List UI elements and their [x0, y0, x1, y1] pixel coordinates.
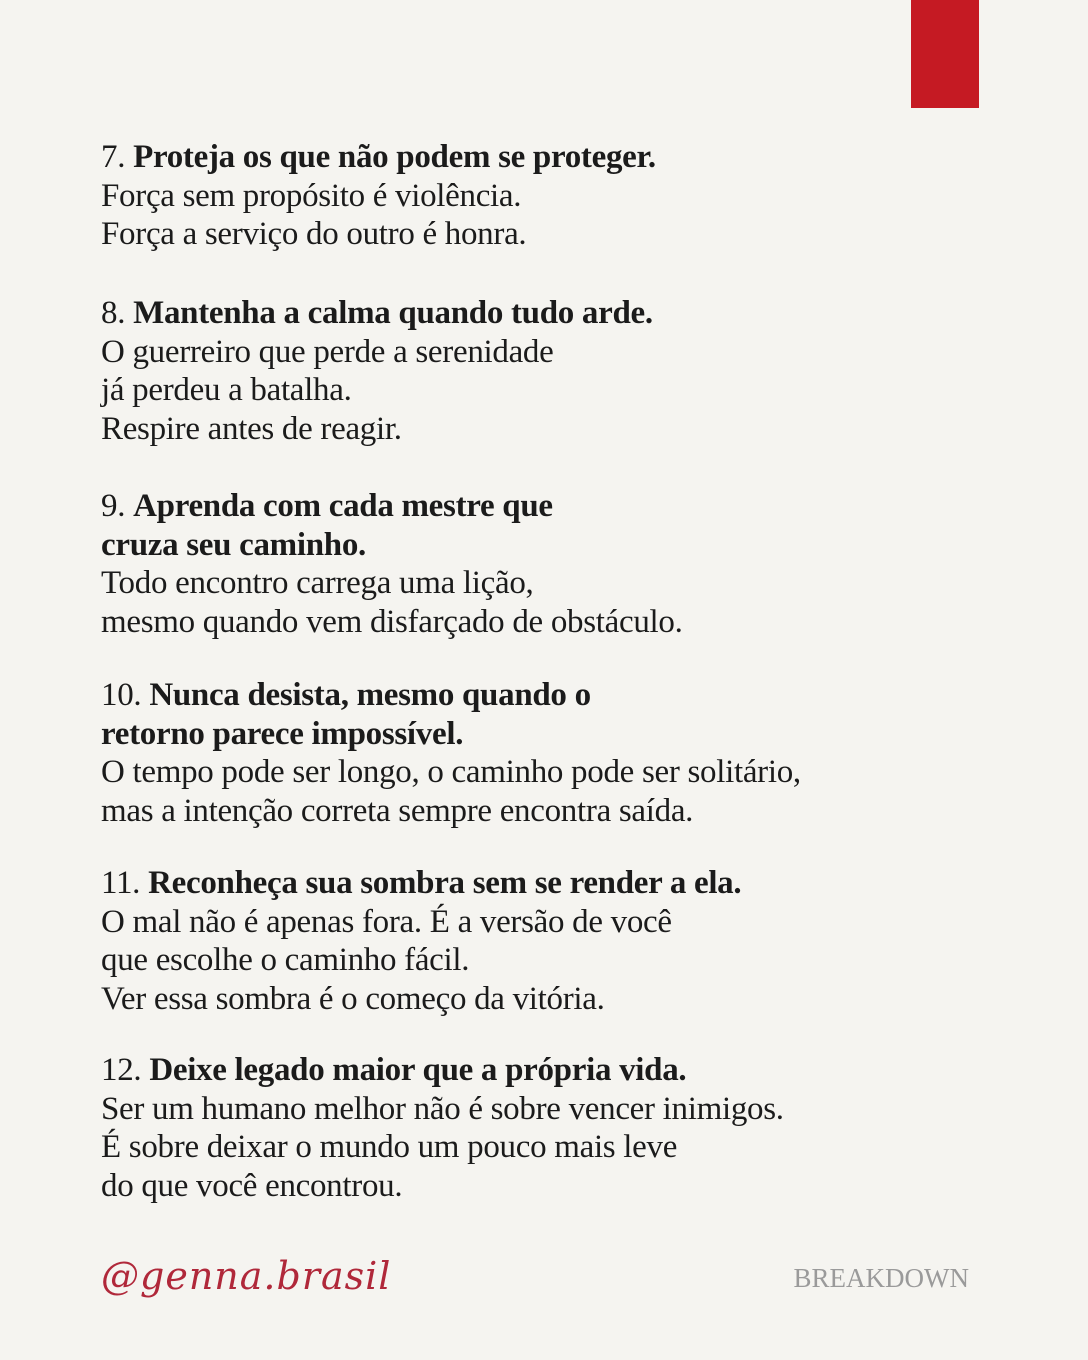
red-corner-tab [911, 0, 979, 108]
principle-body-line: O tempo pode ser longo, o caminho pode ser solitário, [101, 754, 801, 790]
principle-11 [101, 864, 741, 1018]
principle-heading-line [101, 1051, 784, 1090]
principle-body-line: Respire antes de reagir. [101, 410, 402, 447]
principle-heading: Proteja os que não podem se proteger. [133, 139, 656, 175]
principle-number: 9. [101, 488, 126, 524]
principle-number: 8. [101, 295, 126, 331]
principle-heading-line [101, 676, 801, 715]
principle-heading-continued: retorno parece impossível. [101, 715, 464, 752]
principle-heading-continued: cruza seu caminho. [101, 526, 366, 563]
principle-8 [101, 294, 653, 448]
principle-body-line: Força a serviço do outro é honra. [101, 216, 527, 252]
principle-9 [101, 487, 683, 641]
principle-body-line: É sobre deixar o mundo um pouco mais leve [101, 1129, 678, 1165]
principle-body-line: Todo encontro carrega uma lição, [101, 565, 534, 601]
principle-body-line: Ver essa sombra é o começo da vitória. [101, 980, 605, 1017]
principle-heading-line [101, 864, 741, 903]
principle-body-line: Força sem propósito é violência. [101, 177, 522, 214]
principle-body-line: do que você encontrou. [101, 1167, 403, 1204]
principle-7 [101, 138, 656, 254]
principle-body-line: já perdeu a batalha. [101, 372, 352, 408]
principle-body-line: Ser um humano melhor não é sobre vencer inimigos. [101, 1090, 784, 1127]
principle-heading-line [101, 487, 683, 526]
principle-heading-line [101, 294, 653, 333]
principle-heading: Nunca desista, mesmo quando o [149, 677, 591, 713]
principle-heading-line [101, 138, 656, 177]
principle-heading: Deixe legado maior que a própria vida. [149, 1052, 687, 1088]
principle-12 [101, 1051, 784, 1205]
principle-body-line: O mal não é apenas fora. É a versão de você [101, 903, 672, 940]
principle-body-line: mesmo quando vem disfarçado de obstáculo. [101, 603, 683, 640]
principle-heading: Mantenha a calma quando tudo arde. [133, 295, 653, 331]
principle-10 [101, 676, 801, 830]
principle-number: 11. [101, 865, 141, 901]
principle-number: 10. [101, 677, 142, 713]
principle-body-line: que escolhe o caminho fácil. [101, 942, 470, 978]
principle-number: 7. [101, 139, 126, 175]
principle-number: 12. [101, 1052, 142, 1088]
principle-heading: Reconheça sua sombra sem se render a ela. [148, 865, 742, 901]
principle-heading-line [101, 526, 683, 565]
author-handle: @genna.brasil [101, 1254, 392, 1298]
brand-logo: BREAKDOWN [793, 1263, 969, 1293]
principle-body-line: mas a intenção correta sempre encontra saída. [101, 792, 694, 829]
principle-body-line: O guerreiro que perde a serenidade [101, 333, 554, 370]
principle-heading-line [101, 715, 801, 754]
principle-heading: Aprenda com cada mestre que [133, 488, 553, 524]
